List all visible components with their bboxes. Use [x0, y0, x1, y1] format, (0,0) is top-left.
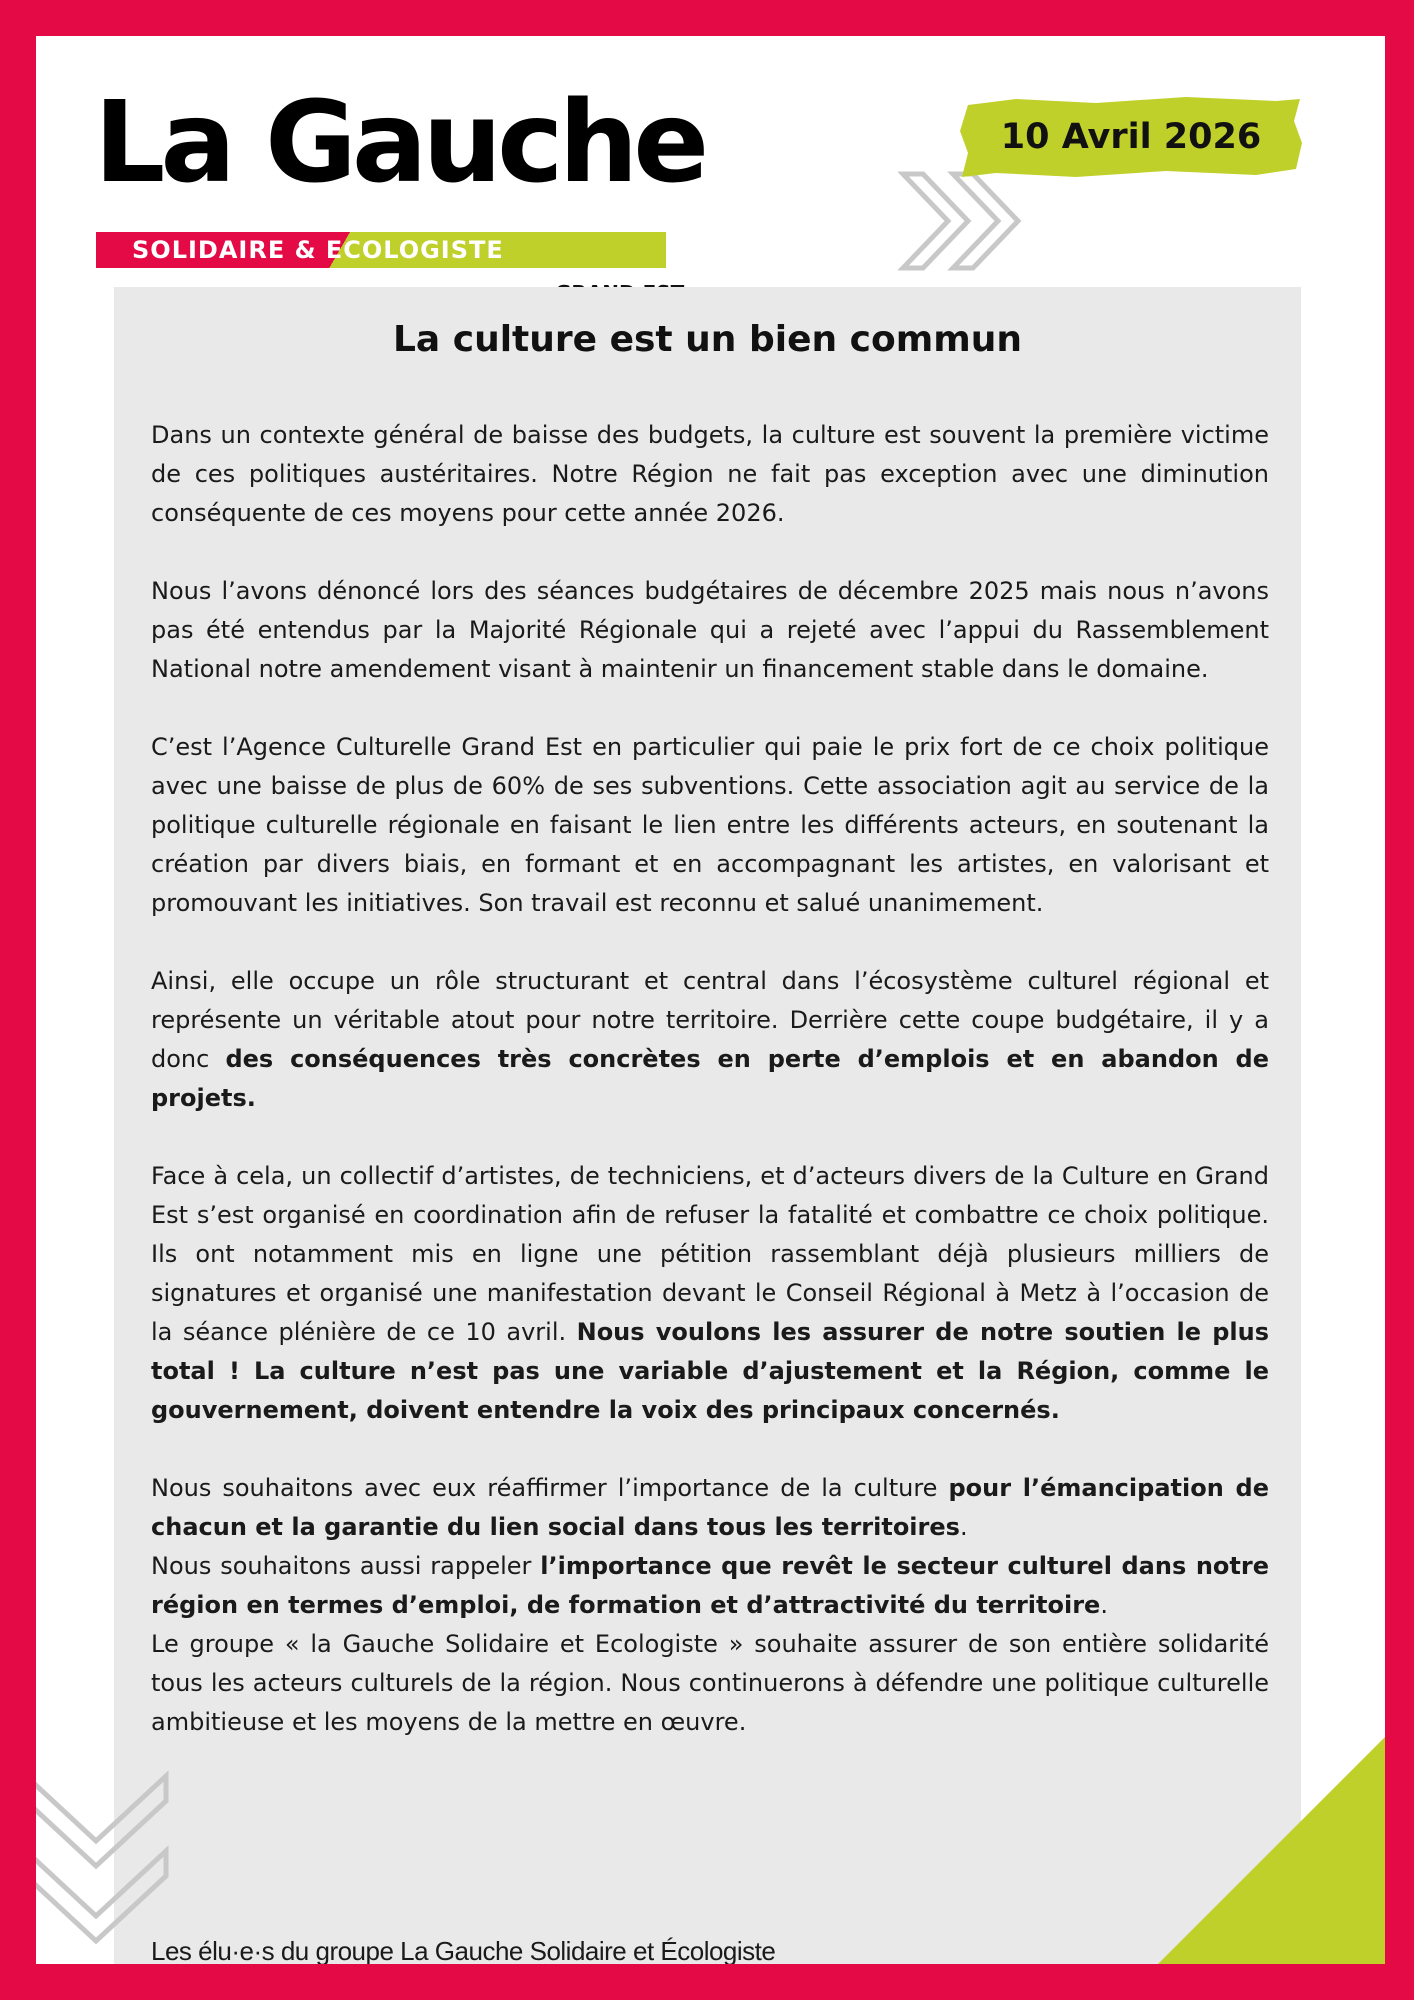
article-body — [151, 416, 1269, 1742]
paragraph-5-text: Face à cela, un collectif d’artistes, de techniciens, et d’acteurs divers de la Culture en Grand Est s’est organisé en coordination afin de refuser la fatalité et combattre ce choix politique. Ils ont notamment mis en ligne une pétition rassemblant déjà plusieurs milliers de signatures et organisé une manifestation devant le Conseil Régional à Metz à l’occasion de la séance plénière de ce 10 avril. — [151, 1162, 1269, 1346]
logo-subtitle: SOLIDAIRE & ECOLOGISTE — [132, 236, 504, 264]
logo-title: La Gauche — [94, 78, 705, 208]
paragraph-7-end: . — [1100, 1591, 1108, 1619]
date-label: 10 Avril 2026 — [1000, 117, 1262, 157]
article-title: La culture est un bien commun — [392, 319, 1023, 360]
paragraph-4-text: Ainsi, elle occupe un rôle structurant et central dans l’écosystème culturel régional et représente un véritable atout pour notre territoire. Derrière cette coupe budgétaire, il y a donc — [151, 967, 1269, 1073]
signature: Les élu·e·s du groupe La Gauche Solidaire et Écologiste — [151, 1936, 776, 1964]
party-logo — [94, 78, 705, 264]
paragraph-7-emphasis: l’importance que revêt le secteur culturel dans notre région en termes d’emploi, de formation et d’attractivité du territoire — [151, 1552, 1269, 1619]
paragraph-3: C’est l’Agence Culturelle Grand Est en particulier qui paie le prix fort de ce choix politique avec une baisse de plus de 60% de ses subventions. Cette association agit au service de la politique culturelle régionale en faisant le lien entre les différents acteurs, en soutenant la création par divers biais, en formant et en accompagnant les artistes, en valorisant et promouvant les initiatives. Son travail est reconnu et salué unanimement. — [151, 733, 1269, 917]
paragraph-6-end: . — [959, 1513, 968, 1541]
corner-triangle-icon — [1136, 1726, 1385, 1964]
paragraph-7 — [151, 1547, 1269, 1625]
paragraph-6-text: Nous souhaitons avec eux réaffirmer l’importance de la culture — [151, 1474, 949, 1502]
paragraph-6-emphasis: pour l’émancipation de chacun et la garantie du lien social dans tous les territoires — [151, 1474, 1269, 1541]
paragraph-7-text: Nous souhaitons aussi rappeler — [151, 1552, 541, 1580]
page — [36, 36, 1385, 1964]
paragraph-6 — [151, 1469, 1269, 1547]
paragraph-5 — [151, 1157, 1269, 1430]
paragraph-4 — [151, 962, 1269, 1118]
paragraph-4-emphasis: des conséquences très concrètes en perte d’emplois et en abandon de projets. — [151, 1045, 1270, 1112]
paragraph-5-emphasis: Nous voulons les assurer de notre soutien le plus total ! La culture n’est pas une variable d’ajustement et la Région, comme le gouvernement, doivent entendre la voix des principaux concernés. — [151, 1318, 1269, 1424]
date-badge — [956, 91, 1306, 183]
paragraph-2: Nous l’avons dénoncé lors des séances budgétaires de décembre 2025 mais nous n’avons pas été entendus par la Majorité Régionale qui a rejeté avec l’appui du Rassemblement National notre amendement visant à maintenir un financement stable dans le domaine. — [151, 577, 1269, 683]
chevron-down-decoration-icon — [36, 1756, 176, 1964]
paragraph-8: Le groupe « la Gauche Solidaire et Ecologiste » souhaite assurer de son entière solidarité tous les acteurs culturels de la région. Nous continuerons à défendre une politique culturelle ambitieuse et les moyens de la mettre en œuvre. — [151, 1630, 1269, 1736]
chevron-decoration-icon — [898, 166, 1043, 286]
article-panel — [114, 287, 1301, 1964]
paragraph-1: Dans un contexte général de baisse des budgets, la culture est souvent la première victime de ces politiques austéritaires. Notre Région ne fait pas exception avec une diminution conséquente de ces moyens pour cette année 2026. — [151, 421, 1269, 527]
